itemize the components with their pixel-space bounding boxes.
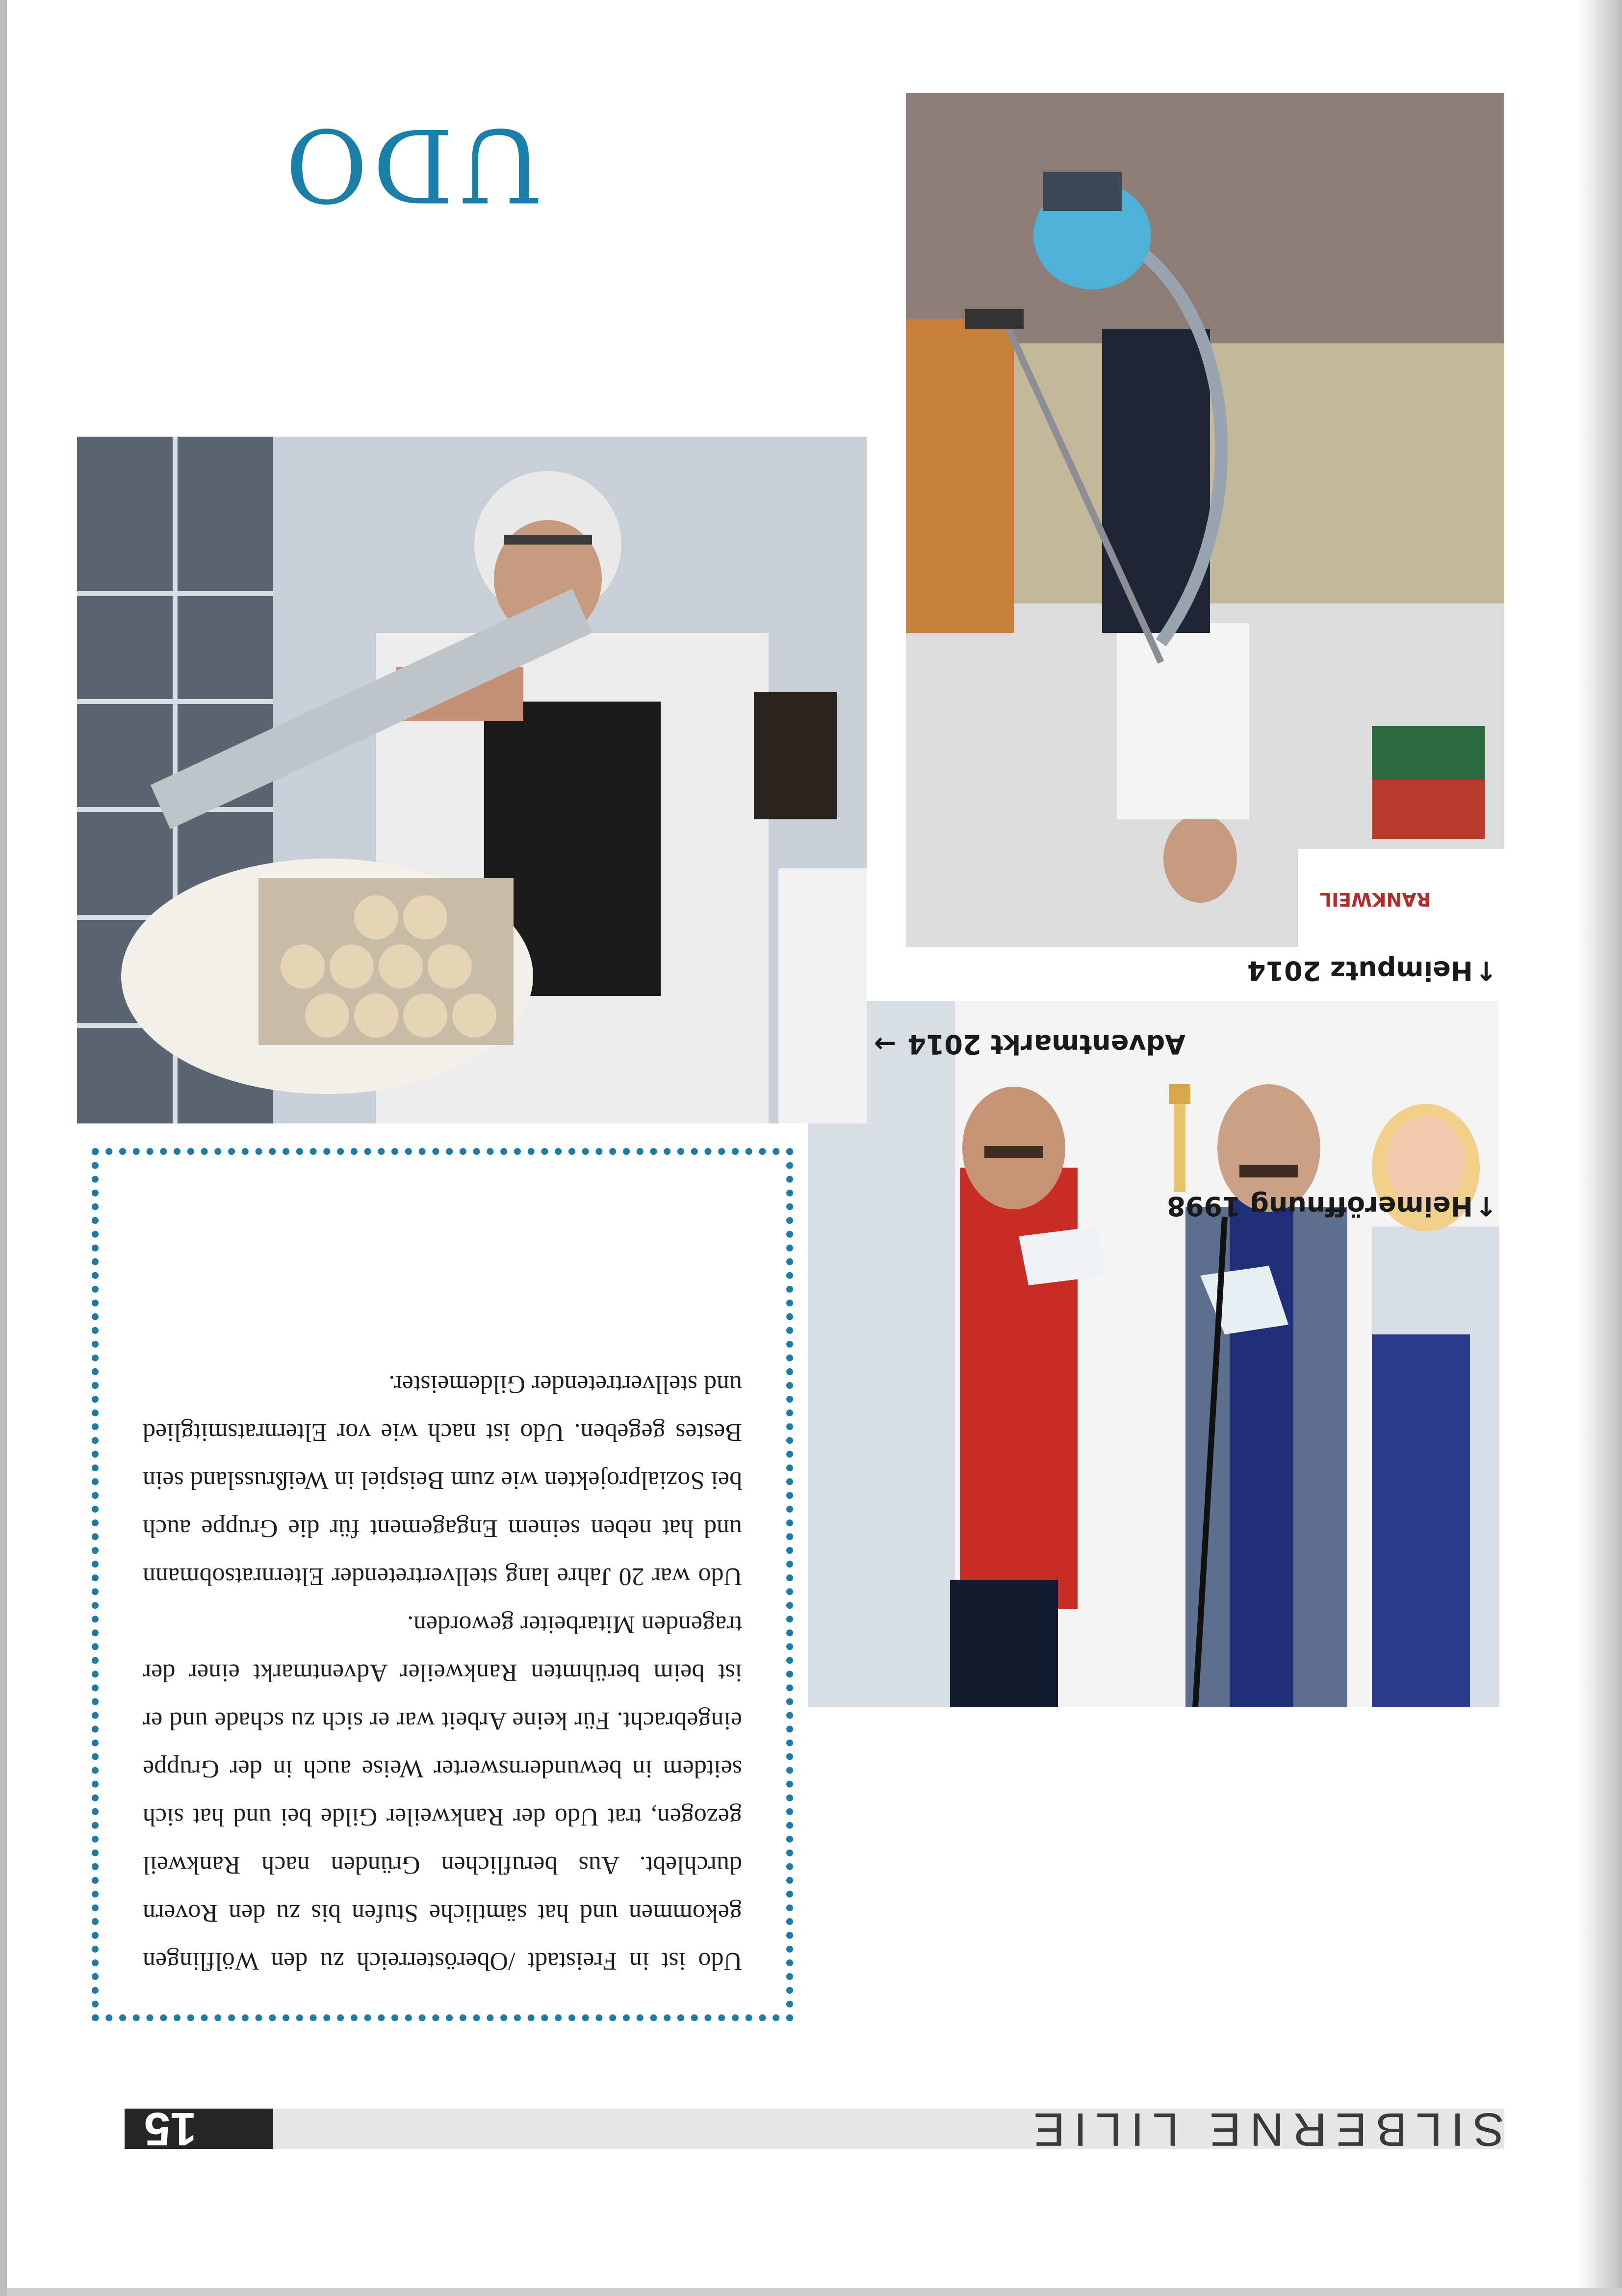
article-paragraph-1: Udo ist in Freistadt /Oberösterreich zu den Wölflingen gekommen und hat sämtliche Stufen bis zu den Rovern durchlebt. Aus beruflichen Gründen nach Rankweil gezogen, trat Udo der Rankweiler Gilde bei und hat sich seitdem in bewundernswerter Weise auch in der Gruppe eingebracht. Für keine Arbeit war er sich zu schade und er ist beim berühmten Rankweiler Adventmarkt einer der tragenden Mitarbeiter geworden. [143, 1611, 742, 1975]
scan-shadow-edge [1578, 0, 1622, 2296]
group-photo [808, 1001, 1499, 1707]
scan-right-edge [0, 0, 7, 2296]
caption-heimputz-text: Heimputz 2014 [1247, 955, 1473, 986]
vacuum-photo-icon [906, 93, 1504, 947]
caption-heimputz [1247, 955, 1499, 986]
article-paragraph-2: Udo war 20 Jahre lang stellvertretender Elternratsobmann und hat neben seinem Engagement für die Gruppe auch bei Sozialprojekten wie zum Beispiel in Weißrussland sein Bestes gegeben. Udo ist nach wie vor Elternratsmitglied und stellvertretender Gildemeister. [143, 1370, 742, 1591]
right-arrow-icon: → [874, 1029, 897, 1060]
person-name-title: UDO [280, 106, 543, 223]
scan-top-edge [0, 2288, 1622, 2296]
caption-heimeroeffnung-text: Heimeröffnung 1998 [1167, 1191, 1473, 1222]
caption-adventmarkt-text: Adventmarkt 2014 [907, 1029, 1185, 1060]
banner-text: RANKWEIL [1319, 888, 1431, 910]
article-text-box [92, 1148, 793, 2021]
baking-photo-icon [77, 437, 867, 1123]
publication-title: SILBERNE LILIE [1025, 2103, 1504, 2156]
caption-adventmarkt [872, 1029, 1186, 1060]
group-photo-icon [808, 1001, 1499, 1707]
up-arrow-icon: ↑ [1475, 955, 1497, 986]
up-arrow-icon: ↑ [1475, 1191, 1497, 1222]
cleaning-photo [906, 93, 1504, 947]
caption-heimeroeffnung [1167, 1191, 1499, 1222]
baking-photo [77, 437, 867, 1123]
page-number: 15 [125, 2109, 273, 2149]
